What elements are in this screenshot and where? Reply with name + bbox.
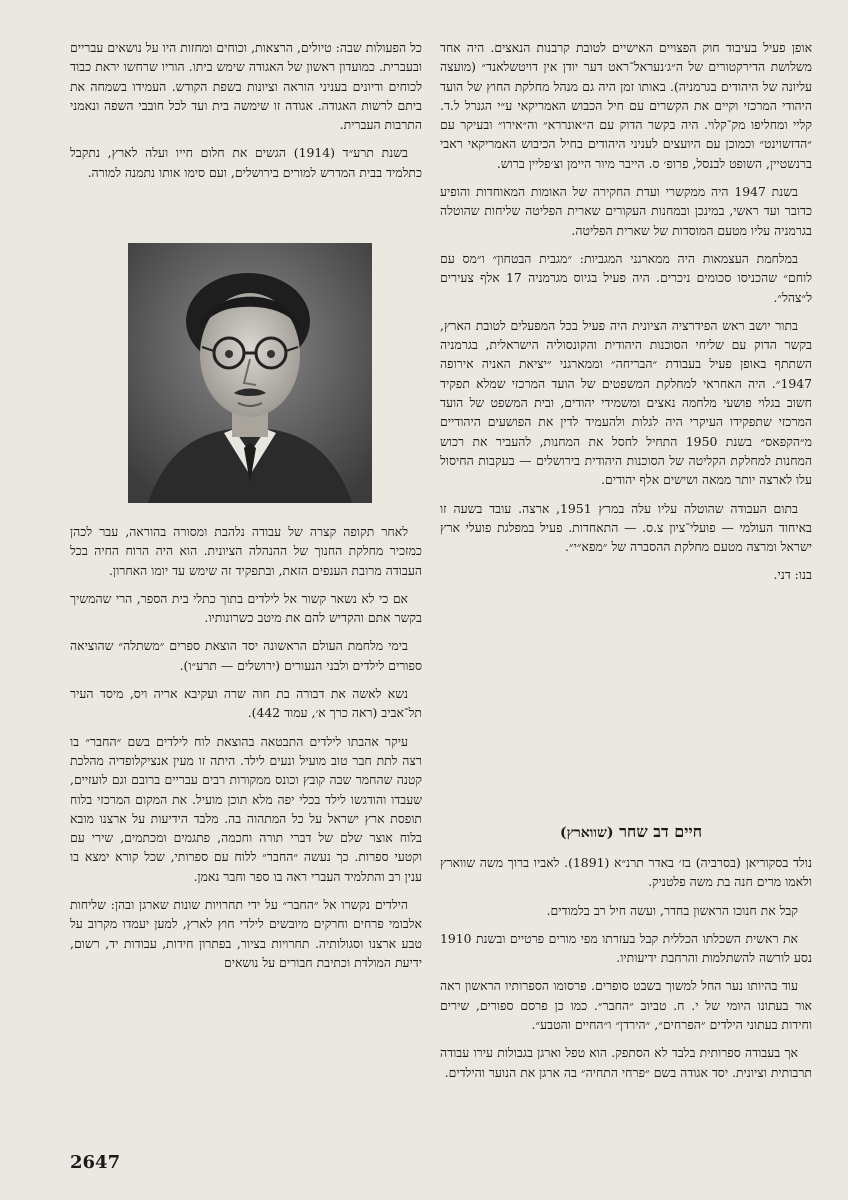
- paragraph: במלחמת העצמאות היה ממארגני המגביות: ״מגבית הבטחון״ ו״מס עם לוחם״ שהכניסו סכומים ניכרים. היה פעיל בגיוס מגרמניה 17 אלף צעירים ל״צהל״.: [440, 250, 812, 305]
- left-column-bottom: [70, 522, 422, 981]
- entry-heading: [560, 822, 702, 842]
- portrait-photo: [128, 243, 372, 503]
- portrait-icon: [128, 243, 372, 503]
- paragraph: בתום העבודה שהוטלה עליו עלה במרץ 1951, ארצה. עובד בשעה זו באיחוד העולמי — פועלי־ציון צ.ס. — התאחדות. פעיל במפלגת פועלי ארץ ישראל ומרצה מטעם מחלקת ההסברה של ״מפא״י״.: [440, 500, 812, 555]
- paragraph: אך בעבודה ספרותית בלבד לא הסתפק. הוא טפל וארגן בגבולות עירו עבודה תרבותית וציונית. יסד אגודה בשם ״פרחי התחיה״ בה ארגן את הנוער והילדים.: [440, 1045, 812, 1080]
- entry-alias: (שווארץ): [560, 825, 614, 841]
- page-number: 2647: [70, 1152, 121, 1173]
- paragraph: הילדים נקשרו אל ״החבר״ על ידי תחרויות שונות שארגן ובהן: שליחות אלבומי פרחים וחרקים מיובשים לילדי חוץ לארץ, למען יעמדו מקרוב על טבע ארצנו וסגולותיה. תחרויות בציור, בפתרון חידות, עבודות יד, רשום, ידיעת המולדת וכתיבת חבורים על נושאים: [70, 897, 422, 970]
- paragraph: קבל את חנוכו הראשון בחדר, ועשה חיל רב בלמודים.: [546, 902, 798, 918]
- entry-name: חיים דב שחר: [619, 822, 703, 841]
- paragraph: בתור יושב ראש הפידרציה הציונית היה פעיל בכל המפעלים לטובת הארץ, בקשר הדוק עם שליחי הסוכנות היהודית והקונסוליה הישראלית, בגרמניה השתתף באופן פעיל בעבודת ״הבריחה״ וממארגני ״יציאת האניה אירופה 1947״. היה האחראי למחלקת המשפטים של הועד המרכזי שמלא תפקיד חשוב בגלוי פושעי מלחמה נאצים ומשמידי יהודים, ובית המשפט של הועד המרכזי שתפקידו העיקרי היה לגלות ולהעמיד לדין את הפושעים היהודיים מ״הקפאס״ בשנת 1950 התחיל לחסל את המחנות, להעביר את רכוש המחנות למחלקת הקליטה של הסוכנות היהודית בירושלים — בעקבות החיסול עלו לארצה יותר ממאה ושישים אלף יהודים.: [440, 317, 813, 488]
- paragraph: בשנת תרע״ד (1914) הגשים את חלום חייו ועלה לארץ, נתקבל כתלמיד בבית המדרש למורים בירושלים, ועם סימו אותו נתמנה למורה.: [70, 145, 422, 180]
- paragraph: לאחר תקופה קצרה של עבודה נלהבת ומסורה בהוראה, עבר לכהן כמזכיר מחלקת החנוך של ההנהלה הציונית. הוא היה הרוח החיה בכל העבודה מרובת הענפים הזאת, ובתפקיד זה שימש עד יומו האחרון.: [70, 524, 422, 578]
- paragraph: בימי מלחמת העולם הראשונה יסד הוצאת ספרים ״משתלה״ שהוציאה ספורים לילדים ולבני הנעורים (ירושלים — תרע״ו).: [70, 638, 422, 673]
- sons-line: בנו: דני.: [773, 567, 812, 583]
- paragraph: עוד בהיותו נער החל למשוך בשבט סופרים. פרסומו הספרותיו הראשון ראה אור בעתונו היומי של י. ח. טביוב ״החבר״. כמו כן פרסם ספורים, שירים וחידות בעתוני הילדים ״הפרחים״, ״הירדן״ ו״החיים והטבע״.: [440, 978, 812, 1033]
- paragraph: עיקר אהבתו לילדים התבטאה בהוצאת לוח לילדים בשם ״החבר״ בו רצה לתת חבר טוב מועיל ונעים לילד. היתה זו מעין אנציקלופדיה מהלכת קטנה שהחמר שבה קובץ וכונס ממקורות רבים עבריים ברובם וגם לועזיים, שעבדו והודגשו לילד בכלי יפה מלא תוכן מועיל. את המקום המרכזי בלוח תופסת ארץ ישראל על כל המתהוה בה. מלבד הידיעות על ארצנו מובא בלוח אוצר שלם של דברי תורה וחכמה, פתגמים ומכתמים, שירי עם וקטעי ספרות. כך נעשה ״החבר״ ללוח עם ספרותי, שכל קורא ימצא בו ענין רב והתלמיד העברי ראה בו ספר וחבר נאמן.: [70, 733, 422, 884]
- paragraph: בשנת 1947 היה ממקשרי ועדת החקירה של האומות המאוחדות והופיע כדובר ועד ראשי, במינכן ובמחנות העקורים שארית הפליטה שליחות שהוטלה בגרמניה עליו מטעם המוסדות של שארית הפליטה.: [440, 184, 812, 238]
- paragraph: אם כי לא נשאר קשור אל לילדים בתוך כתלי בית הספר, הרי שהמשיך בקשר אתם והקדיש להם את מיטב כשרונותיו.: [70, 590, 422, 626]
- paragraph: אופן פעיל בעיבוד חוק הפצויים האישיים לטובת קרבנות הנאצים. היה אחד משלושת הדירקטורים של ה״ג׳נעראל־ראט דער יודן אין דויטשלאנד״ (מועצה עליונה של היהודים בגרמניה). באותו זמן היה גם מנהל מחלקת החוץ של הועד היהודי המרכזי וקיים את הקשרים עם חיל הכבוש האמריקאי ע״י הגנרל ל.ד. קליי ומחליפו מק־קלוי. היה בקשר הדוק עם ה״אונררא״ וה״אירו״ ובעיקר עם ״הדזשוינט״ וכמוכן עם היועצים לעניני היהודים בחיל הכיבוש האמריקאי ראבי ברנשטיין, השופט לבנסל, פרופ׳ ס. הייבר מיור היימן וצ׳פליין ברוש.: [440, 40, 812, 171]
- paragraph: את ראשית השכלתו הכללית קבל בעזרתו מפי מורים פרטיים ובשנת 1910 נסע לורשה להשתלמות והרחבת ידיעותיו.: [440, 930, 812, 966]
- paragraph: נשא לאשה את דבורה בת חוה שרה ועקיבא אריה ויס, מיסד העיר תל־אביב (ראה כרך א׳, עמוד 442).: [70, 686, 422, 721]
- paragraph: כל הפעולות שבה: טיולים, הרצאות, וכוחים ומחזות היו על נושאים עבריים ובעברית. כמועדון ראשון של האגודה שימש ביתו. הוריו שרחשו יראת כבוד לכוחים ודיונים בעניני הוראה וציונות בשפת הקודש. העמידו בשמחה את ביתם לרשות האגודה. אגודה זו שימשה בית ועד לכל חובבי השפה ונאמני התרבות העברית.: [70, 40, 422, 133]
- right-column: [440, 38, 812, 594]
- entry-bio: [440, 853, 812, 1091]
- paragraph: נולד בסקוריאן (בסרביה) בז׳ באדר תרנ״א (1891). לאביו ברוך משה שווארץ ולאמו מרים חנה בת משה פלטניק.: [440, 855, 812, 890]
- left-column-top: [70, 38, 422, 191]
